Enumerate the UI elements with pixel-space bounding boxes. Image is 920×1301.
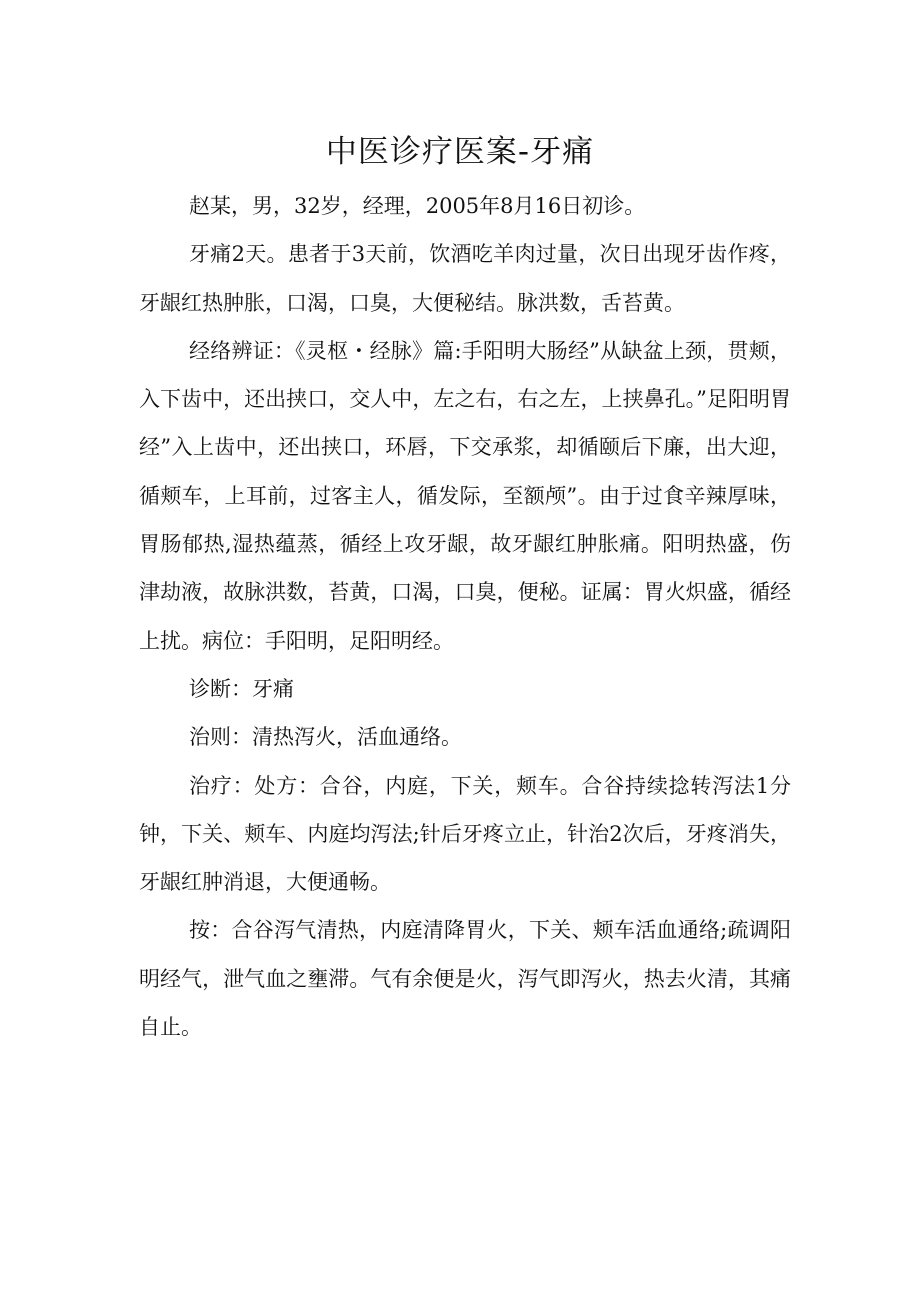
- diagnosis-paragraph: 诊断：牙痛: [189, 676, 294, 701]
- treatment-paragraph: 治疗：处方：合谷，内庭，下关，颊车。合谷持续捻转泻法1分钟，下关、颊车、内庭均泻法;针后牙疼立止，针治2次后，牙疼消失，牙龈红肿消退，大便通畅。: [139, 773, 791, 895]
- document-title: 中医诊疗医案-牙痛: [325, 134, 595, 170]
- patient-info-paragraph: 赵某，男，32岁，经理，2005年8月16日初诊。: [189, 194, 646, 218]
- symptoms-paragraph: 牙痛2天。患者于3天前，饮酒吃羊肉过量，次日出现牙齿作疼，牙龈红热肿胀，口渴，口臭，大便秘结。脉洪数，舌苔黄。: [139, 242, 791, 315]
- commentary-paragraph: 按：合谷泻气清热，内庭清降胃火，下关、颊车活血通络;疏调阳明经气，泄气血之壅滞。气有余便是火，泻气即泻火，热去火清，其痛自止。: [139, 918, 791, 1040]
- document-body: [139, 182, 791, 1051]
- meridian-analysis-paragraph: 经络辨证：《灵枢・经脉》篇:手阳明大肠经”从缺盆上颈，贯颊，入下齿中，还出挟口，交人中，左之右，右之左，上挟鼻孔。”足阳明胃经”入上齿中，还出挟口，环唇，下交承浆，却循颐后下廉，出大迎，循颊车，上耳前，过客主人，循发际，至额颅”。由于过食辛辣厚味，胃肠郁热,湿热蕴蒸，循经上攻牙龈，故牙龈红肿胀痛。阳明热盛，伤津劫液，故脉洪数，苔黄，口渴，口臭，便秘。证属：胃火炽盛，循经上扰。病位：手阳明，足阳明经。: [139, 338, 791, 653]
- treatment-principle-paragraph: 治则：清热泻火，活血通络。: [189, 725, 462, 750]
